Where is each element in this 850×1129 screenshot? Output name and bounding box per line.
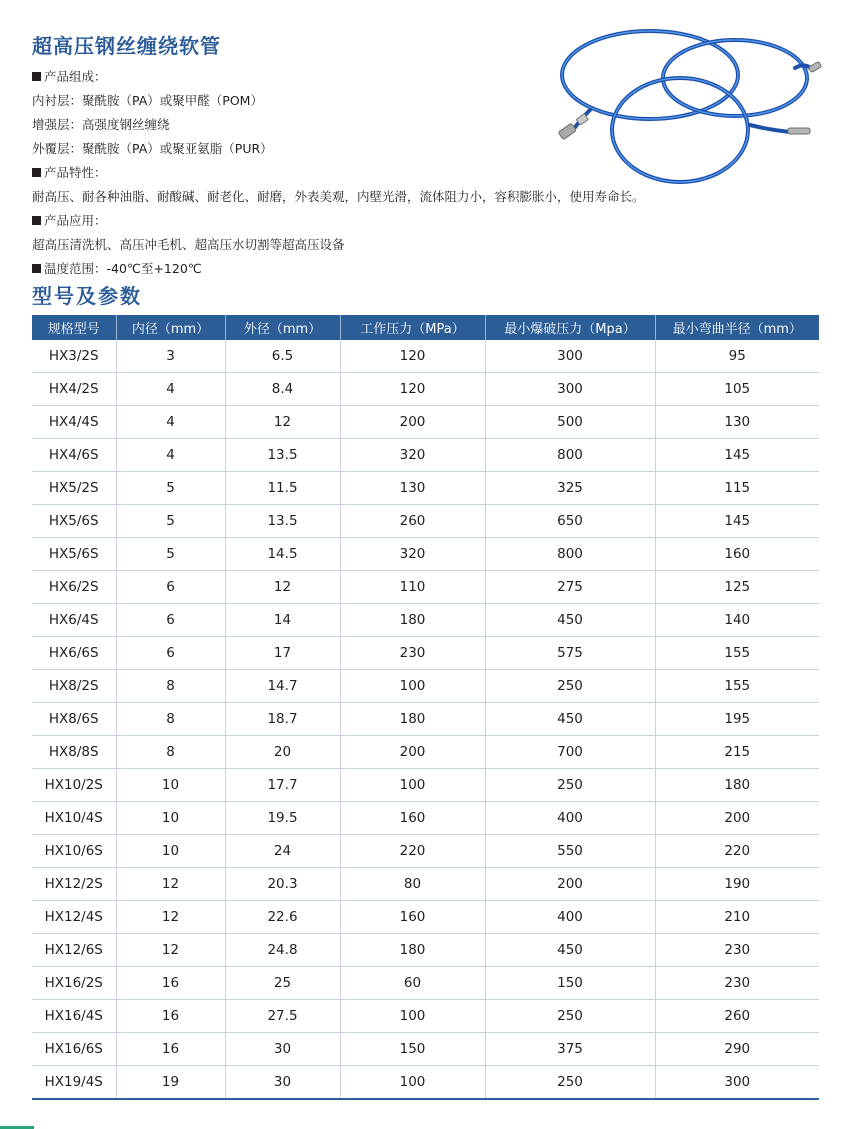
cell-outer-diameter: 22.6 [225, 901, 340, 934]
cell-inner-diameter: 10 [116, 769, 225, 802]
cell-outer-diameter: 18.7 [225, 703, 340, 736]
table-header-row [32, 315, 819, 340]
cell-burst-pressure: 700 [485, 736, 655, 769]
cell-burst-pressure: 250 [485, 670, 655, 703]
cell-burst-pressure: 275 [485, 571, 655, 604]
cell-inner-diameter: 5 [116, 472, 225, 505]
cell-outer-diameter: 17.7 [225, 769, 340, 802]
table-row [32, 934, 819, 967]
cell-burst-pressure: 325 [485, 472, 655, 505]
page-title: 超高压钢丝缠绕软管 [32, 34, 221, 58]
table-row [32, 340, 819, 373]
table-row [32, 1066, 819, 1100]
cell-working-pressure: 80 [340, 868, 485, 901]
cell-working-pressure: 100 [340, 769, 485, 802]
cell-burst-pressure: 550 [485, 835, 655, 868]
applications-text: 超高压清洗机、高压冲毛机、超高压水切割等超高压设备 [32, 237, 345, 252]
cell-burst-pressure: 250 [485, 1066, 655, 1100]
cell-outer-diameter: 25 [225, 967, 340, 1000]
table-row [32, 472, 819, 505]
table-row [32, 901, 819, 934]
table-row [32, 670, 819, 703]
cell-inner-diameter: 8 [116, 703, 225, 736]
cell-model: HX5/6S [32, 538, 116, 571]
cell-working-pressure: 200 [340, 736, 485, 769]
cell-outer-diameter: 19.5 [225, 802, 340, 835]
cell-model: HX4/2S [32, 373, 116, 406]
cell-outer-diameter: 12 [225, 406, 340, 439]
header-bend-radius: 最小弯曲半径（mm） [655, 315, 819, 340]
cell-inner-diameter: 10 [116, 802, 225, 835]
hose-product-image [555, 20, 825, 200]
cell-outer-diameter: 24 [225, 835, 340, 868]
cell-outer-diameter: 12 [225, 571, 340, 604]
cell-bend-radius: 220 [655, 835, 819, 868]
hose-tail-2 [750, 125, 790, 132]
cell-burst-pressure: 500 [485, 406, 655, 439]
cell-burst-pressure: 150 [485, 967, 655, 1000]
square-bullet-icon [32, 264, 41, 273]
cell-inner-diameter: 12 [116, 934, 225, 967]
table-row [32, 538, 819, 571]
hose-fittings [558, 61, 822, 139]
header-outer-diameter: 外径（mm） [225, 315, 340, 340]
cell-bend-radius: 115 [655, 472, 819, 505]
cell-working-pressure: 100 [340, 1000, 485, 1033]
cell-inner-diameter: 4 [116, 373, 225, 406]
cell-bend-radius: 210 [655, 901, 819, 934]
cell-bend-radius: 105 [655, 373, 819, 406]
cell-inner-diameter: 12 [116, 901, 225, 934]
applications-heading [32, 209, 752, 233]
cell-working-pressure: 260 [340, 505, 485, 538]
cell-inner-diameter: 16 [116, 967, 225, 1000]
cell-bend-radius: 95 [655, 340, 819, 373]
cell-working-pressure: 130 [340, 472, 485, 505]
cell-inner-diameter: 8 [116, 736, 225, 769]
cell-inner-diameter: 4 [116, 406, 225, 439]
table-row [32, 406, 819, 439]
cell-outer-diameter: 30 [225, 1066, 340, 1100]
cell-burst-pressure: 650 [485, 505, 655, 538]
cell-outer-diameter: 13.5 [225, 505, 340, 538]
cell-bend-radius: 130 [655, 406, 819, 439]
square-bullet-icon [32, 216, 41, 225]
temperature-text: 温度范围：-40℃至+120℃ [44, 261, 202, 276]
table-row [32, 1000, 819, 1033]
table-row [32, 571, 819, 604]
cell-outer-diameter: 6.5 [225, 340, 340, 373]
cell-model: HX19/4S [32, 1066, 116, 1100]
cell-bend-radius: 230 [655, 934, 819, 967]
cell-model: HX10/6S [32, 835, 116, 868]
cell-working-pressure: 160 [340, 901, 485, 934]
cell-model: HX12/6S [32, 934, 116, 967]
cell-model: HX16/6S [32, 1033, 116, 1066]
cell-inner-diameter: 10 [116, 835, 225, 868]
cell-bend-radius: 215 [655, 736, 819, 769]
cell-outer-diameter: 11.5 [225, 472, 340, 505]
cell-working-pressure: 200 [340, 406, 485, 439]
cell-bend-radius: 300 [655, 1066, 819, 1100]
table-row [32, 703, 819, 736]
cell-inner-diameter: 3 [116, 340, 225, 373]
cell-burst-pressure: 575 [485, 637, 655, 670]
cell-bend-radius: 155 [655, 670, 819, 703]
table-row [32, 769, 819, 802]
cell-model: HX8/2S [32, 670, 116, 703]
cell-model: HX6/4S [32, 604, 116, 637]
header-model: 规格型号 [32, 315, 116, 340]
cell-bend-radius: 290 [655, 1033, 819, 1066]
section-title: 型号及参数 [32, 284, 142, 308]
cell-inner-diameter: 16 [116, 1033, 225, 1066]
cell-outer-diameter: 20 [225, 736, 340, 769]
cell-model: HX16/4S [32, 1000, 116, 1033]
cell-model: HX3/2S [32, 340, 116, 373]
header-working-pressure: 工作压力（MPa） [340, 315, 485, 340]
cell-model: HX8/6S [32, 703, 116, 736]
cell-model: HX10/2S [32, 769, 116, 802]
cell-inner-diameter: 12 [116, 868, 225, 901]
table-row [32, 1033, 819, 1066]
cell-model: HX6/2S [32, 571, 116, 604]
cell-bend-radius: 145 [655, 439, 819, 472]
square-bullet-icon [32, 168, 41, 177]
cell-bend-radius: 125 [655, 571, 819, 604]
cell-burst-pressure: 450 [485, 604, 655, 637]
cell-working-pressure: 180 [340, 703, 485, 736]
cell-bend-radius: 140 [655, 604, 819, 637]
table-row [32, 967, 819, 1000]
cell-working-pressure: 230 [340, 637, 485, 670]
temperature-range [32, 257, 752, 281]
reinforcement-layer: 增强层：高强度钢丝缠绕 [32, 117, 170, 132]
outer-layer: 外覆层：聚酰胺（PA）或聚亚氨脂（PUR） [32, 141, 273, 156]
table-row [32, 373, 819, 406]
header-inner-diameter: 内径（mm） [116, 315, 225, 340]
cell-burst-pressure: 400 [485, 802, 655, 835]
cell-working-pressure: 100 [340, 1066, 485, 1100]
cell-outer-diameter: 27.5 [225, 1000, 340, 1033]
cell-model: HX4/4S [32, 406, 116, 439]
cell-outer-diameter: 20.3 [225, 868, 340, 901]
cell-outer-diameter: 14.5 [225, 538, 340, 571]
cell-inner-diameter: 4 [116, 439, 225, 472]
cell-burst-pressure: 250 [485, 769, 655, 802]
table-row [32, 736, 819, 769]
cell-inner-diameter: 16 [116, 1000, 225, 1033]
cell-outer-diameter: 13.5 [225, 439, 340, 472]
cell-outer-diameter: 14 [225, 604, 340, 637]
cell-inner-diameter: 5 [116, 505, 225, 538]
applications-heading-text: 产品应用： [44, 213, 107, 228]
cell-working-pressure: 120 [340, 340, 485, 373]
cell-working-pressure: 320 [340, 439, 485, 472]
cell-inner-diameter: 6 [116, 571, 225, 604]
cell-burst-pressure: 300 [485, 340, 655, 373]
cell-bend-radius: 190 [655, 868, 819, 901]
cell-bend-radius: 155 [655, 637, 819, 670]
cell-outer-diameter: 30 [225, 1033, 340, 1066]
cell-model: HX12/4S [32, 901, 116, 934]
cell-inner-diameter: 5 [116, 538, 225, 571]
table-row [32, 868, 819, 901]
cell-bend-radius: 145 [655, 505, 819, 538]
cell-bend-radius: 200 [655, 802, 819, 835]
cell-inner-diameter: 8 [116, 670, 225, 703]
features-text: 耐高压、耐各种油脂、耐酸碱、耐老化、耐磨，外表美观，内壁光滑，流体阻力小，容积膨胀小，使用寿命长。 [32, 189, 645, 204]
cell-burst-pressure: 450 [485, 703, 655, 736]
cell-working-pressure: 60 [340, 967, 485, 1000]
cell-working-pressure: 120 [340, 373, 485, 406]
cell-bend-radius: 180 [655, 769, 819, 802]
table-row [32, 505, 819, 538]
cell-working-pressure: 180 [340, 604, 485, 637]
cell-model: HX16/2S [32, 967, 116, 1000]
cell-working-pressure: 220 [340, 835, 485, 868]
cell-burst-pressure: 250 [485, 1000, 655, 1033]
table-row [32, 439, 819, 472]
hose-coil-1-highlight [562, 31, 738, 119]
features-heading-text: 产品特性： [44, 165, 107, 180]
cell-working-pressure: 320 [340, 538, 485, 571]
cell-burst-pressure: 800 [485, 439, 655, 472]
hose-coil-3-highlight [612, 78, 748, 182]
table-row [32, 604, 819, 637]
cell-working-pressure: 180 [340, 934, 485, 967]
cell-burst-pressure: 300 [485, 373, 655, 406]
cell-outer-diameter: 8.4 [225, 373, 340, 406]
cell-model: HX4/6S [32, 439, 116, 472]
cell-bend-radius: 195 [655, 703, 819, 736]
cell-burst-pressure: 375 [485, 1033, 655, 1066]
cell-model: HX12/2S [32, 868, 116, 901]
cell-inner-diameter: 19 [116, 1066, 225, 1100]
cell-outer-diameter: 14.7 [225, 670, 340, 703]
inner-layer: 内衬层：聚酰胺（PA）或聚甲醛（POM） [32, 93, 263, 108]
cell-working-pressure: 100 [340, 670, 485, 703]
cell-model: HX8/8S [32, 736, 116, 769]
cell-burst-pressure: 200 [485, 868, 655, 901]
composition-heading-text: 产品组成： [44, 69, 107, 84]
cell-bend-radius: 230 [655, 967, 819, 1000]
table-row [32, 802, 819, 835]
parameter-table [32, 315, 819, 1100]
cell-working-pressure: 150 [340, 1033, 485, 1066]
square-bullet-icon [32, 72, 41, 81]
cell-outer-diameter: 24.8 [225, 934, 340, 967]
cell-model: HX6/6S [32, 637, 116, 670]
cell-working-pressure: 160 [340, 802, 485, 835]
table-row [32, 835, 819, 868]
table-row [32, 637, 819, 670]
cell-working-pressure: 110 [340, 571, 485, 604]
cell-burst-pressure: 450 [485, 934, 655, 967]
cell-bend-radius: 260 [655, 1000, 819, 1033]
cell-bend-radius: 160 [655, 538, 819, 571]
cell-model: HX5/6S [32, 505, 116, 538]
cell-outer-diameter: 17 [225, 637, 340, 670]
cell-burst-pressure: 800 [485, 538, 655, 571]
header-burst-pressure: 最小爆破压力（Mpa） [485, 315, 655, 340]
cell-model: HX5/2S [32, 472, 116, 505]
cell-model: HX10/4S [32, 802, 116, 835]
cell-inner-diameter: 6 [116, 604, 225, 637]
cell-burst-pressure: 400 [485, 901, 655, 934]
cell-inner-diameter: 6 [116, 637, 225, 670]
